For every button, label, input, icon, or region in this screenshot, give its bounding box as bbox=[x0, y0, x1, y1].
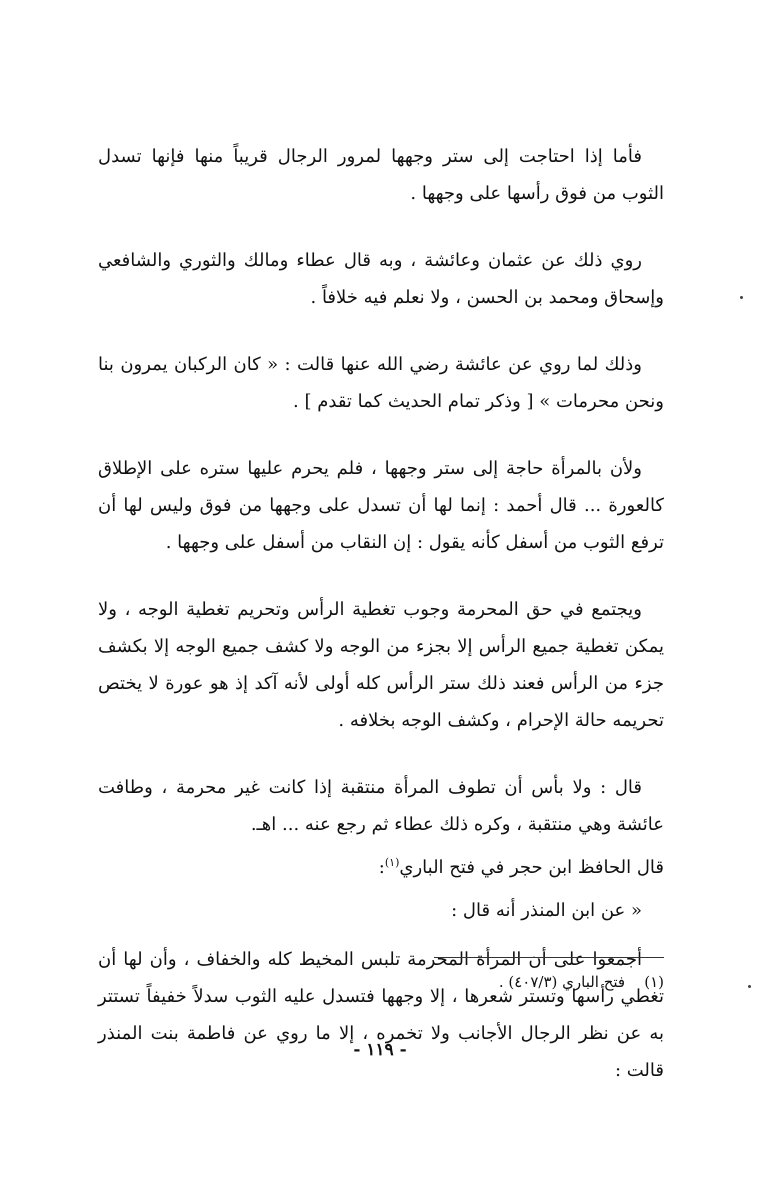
footnote-divider bbox=[434, 957, 664, 958]
paragraph-4: ولأن بالمرأة حاجة إلى ستر وجهها ، فلم يحرم عليها ستره على الإطلاق كالعورة ... قال أحمد : إنما لها أن تسدل على وجهها من فوق وليس لها أن ترفع الثوب من أسفل كأنه يقول : إن النقاب من أسفل على وجهها . bbox=[98, 458, 664, 553]
footnote-reference: (١) bbox=[384, 856, 400, 869]
quote-intro-text: قال الحافظ ابن حجر في فتح الباري bbox=[399, 857, 664, 878]
paragraph-5: ويجتمع في حق المحرمة وجوب تغطية الرأس وتحريم تغطية الوجه ، ولا يمكن تغطية جميع الرأس إلا بجزء من الوجه ولا كشف جميع الوجه إلا بكشف جزء من الرأس فعند ذلك ستر الرأس كله أولى لأنه آكد إذ هو عورة لا يختص تحريمه حالة الإحرام ، وكشف الوجه بخلافه . bbox=[98, 599, 664, 731]
quote-intro bbox=[98, 849, 664, 886]
page-number: - ١١٩ - bbox=[353, 1040, 407, 1060]
footnote-text: فتح الباري (٤٠٧/٣) . bbox=[498, 973, 626, 991]
footnote bbox=[98, 970, 664, 994]
paragraph-6: قال : ولا بأس أن تطوف المرأة منتقبة إذا كانت غير محرمة ، وطافت عائشة وهي منتقبة ، وكره ذلك عطاء ثم رجع عنه ... اهـ. bbox=[98, 777, 664, 835]
paragraph-1: فأما إذا احتاجت إلى ستر وجهها لمرور الرجال قريباً منها فإنها تسدل الثوب من فوق رأسها على وجهها . bbox=[98, 146, 664, 204]
scan-speck bbox=[740, 296, 743, 299]
footnote-number: (١) bbox=[644, 973, 664, 991]
paragraph-2: روي ذلك عن عثمان وعائشة ، وبه قال عطاء ومالك والثوري والشافعي وإسحاق ومحمد بن الحسن ، ولا نعلم فيه خلافاً . bbox=[98, 250, 664, 308]
paragraph-3: وذلك لما روي عن عائشة رضي الله عنها قالت : « كان الركبان يمرون بنا ونحن محرمات » [ وذكر تمام الحديث كما تقدم ] . bbox=[98, 354, 664, 412]
scan-speck bbox=[748, 985, 751, 988]
paragraph-7: أجمعوا على أن المرأة المحرمة تلبس المخيط كله والخفاف ، وأن لها أن تغطي رأسها وتستر شعرها ، إلا وجهها فتسدل عليه الثوب سدلاً خفيفاً تستتر به عن نظر الرجال الأجانب ولا تخمره ، إلا ما روي عن فاطمة بنت المنذر قالت : bbox=[98, 949, 664, 1081]
quote-intro-colon: : bbox=[378, 857, 385, 878]
quote-open: « عن ابن المنذر أنه قال : bbox=[451, 900, 642, 921]
